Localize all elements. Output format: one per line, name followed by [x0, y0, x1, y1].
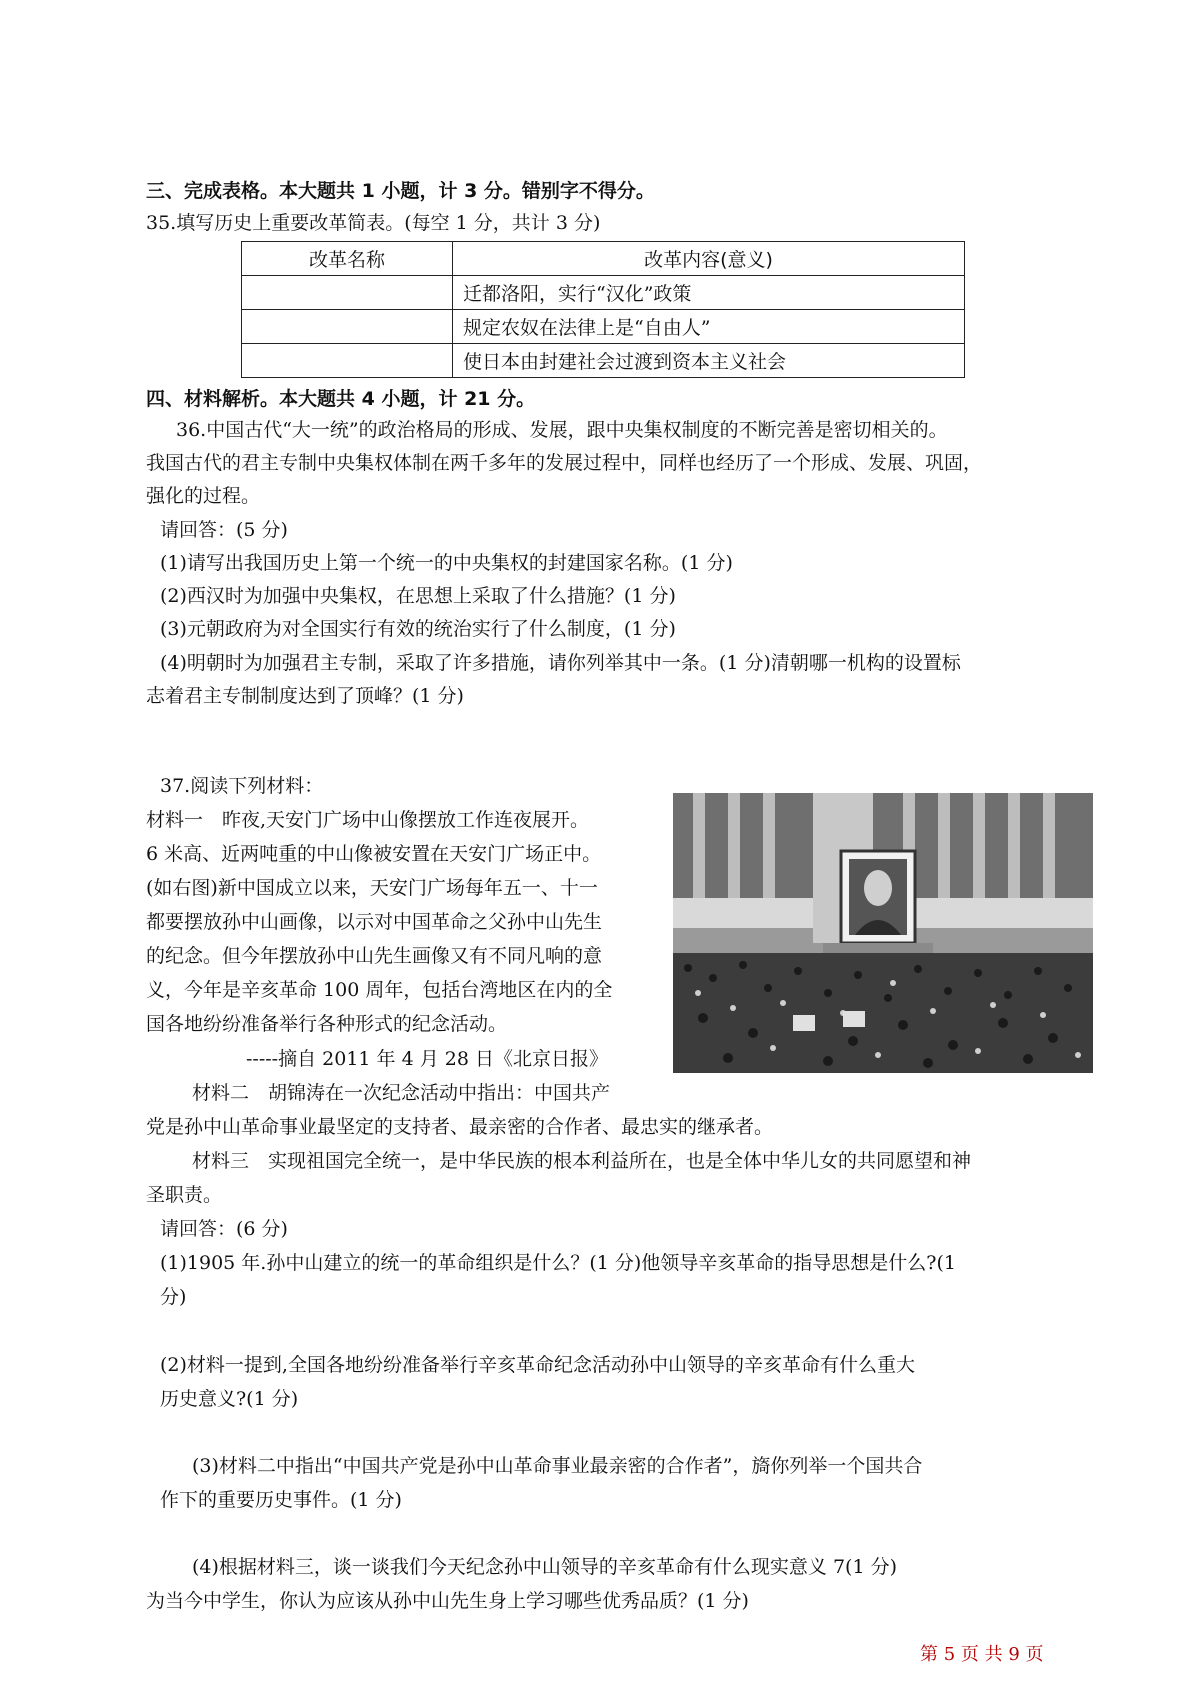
reform-table	[241, 241, 965, 378]
q37-ask: 请回答：(6 分)	[160, 1218, 288, 1240]
table-header-row	[242, 242, 965, 276]
q37-intro: 37.阅读下列材料：	[160, 775, 324, 797]
material-1-line: 都要摆放孙中山画像，以示对中国革命之父孙中山先生	[146, 911, 603, 933]
q36-paragraph-line: 强化的过程。	[146, 485, 261, 507]
content-cell: 规定农奴在法律上是“自由人”	[453, 310, 965, 344]
material-1-source: -----摘自 2011 年 4 月 28 日《北京日报》	[246, 1048, 608, 1070]
q36-question: (3)元朝政府为对全国实行有效的统治实行了什么制度，(1 分)	[160, 618, 676, 640]
material-3-line: 圣职责。	[146, 1184, 223, 1206]
q37-question: 历史意义?(1 分)	[160, 1388, 299, 1410]
q36-question: (2)西汉时为加强中央集权，在思想上采取了什么措施？(1 分)	[160, 585, 676, 607]
material-1-line: (如右图)新中国成立以来，天安门广场每年五一、十一	[146, 877, 598, 899]
answer-cell[interactable]	[242, 344, 453, 378]
material-1-line: 义，今年是辛亥革命 100 周年，包括台湾地区在内的全	[146, 979, 613, 1001]
q37-question: (4)根据材料三，谈一谈我们今天纪念孙中山领导的辛亥革命有什么现实意义 7(1 分)	[192, 1556, 897, 1578]
answer-cell[interactable]	[242, 276, 453, 310]
q37-question: (2)材料一提到,全国各地纷纷准备举行辛亥革命纪念活动孙中山领导的辛亥革命有什么重大	[160, 1354, 915, 1376]
table-header-name: 改革名称	[242, 242, 453, 276]
q36-ask: 请回答：(5 分)	[160, 519, 288, 541]
q36-paragraph-line: 36.中国古代“大一统”的政治格局的形成、发展，跟中央集权制度的不断完善是密切相关的。	[176, 419, 948, 441]
table-row	[242, 276, 965, 310]
page-number: 第 5 页 共 9 页	[920, 1644, 1044, 1665]
q37-question: (1)1905 年.孙中山建立的统一的革命组织是什么？(1 分)他领导辛亥革命的指导思想是什么?(1	[160, 1252, 956, 1274]
content-cell: 迁都洛阳，实行“汉化”政策	[453, 276, 965, 310]
table-row	[242, 310, 965, 344]
sun-yat-sen-portrait-photo	[673, 793, 1093, 1073]
q37-question: 分)	[160, 1286, 187, 1308]
q37-question: 为当今中学生，你认为应该从孙中山先生身上学习哪些优秀品质？(1 分)	[146, 1590, 749, 1612]
material-1-line: 6 米高、近两吨重的中山像被安置在天安门广场正中。	[146, 843, 602, 865]
q36-question: 志着君主专制制度达到了顶峰？(1 分)	[146, 685, 464, 707]
q37-question: (3)材料二中指出“中国共产党是孙中山革命事业最亲密的合作者”，旖你列举一个国共合	[192, 1455, 923, 1477]
material-3-line: 材料三 实现祖国完全统一，是中华民族的根本利益所在，也是全体中华儿女的共同愿望和神	[192, 1150, 972, 1172]
table-header-content: 改革内容(意义)	[453, 242, 965, 276]
section4-heading: 四、材料解析。本大题共 4 小题，计 21 分。	[146, 388, 536, 410]
material-1-line: 国各地纷纷准备举行各种形式的纪念活动。	[146, 1013, 508, 1035]
material-1-line: 的纪念。但今年摆放孙中山先生画像又有不同凡响的意	[146, 945, 603, 967]
section3-heading: 三、完成表格。本大题共 1 小题，计 3 分。错别字不得分。	[146, 180, 655, 202]
table-row	[242, 344, 965, 378]
q36-question: (1)请写出我国历史上第一个统一的中央集权的封建国家名称。(1 分)	[160, 552, 733, 574]
material-2-line: 党是孙中山革命事业最坚定的支持者、最亲密的合作者、最忠实的继承者。	[146, 1116, 774, 1138]
material-1-line: 材料一 昨夜,天安门广场中山像摆放工作连夜展开。	[146, 809, 590, 831]
q35-prompt: 35.填写历史上重要改革简表。(每空 1 分，共计 3 分)	[146, 212, 601, 234]
answer-cell[interactable]	[242, 310, 453, 344]
q36-paragraph-line: 我国古代的君主专制中央集权体制在两千多年的发展过程中，同样也经历了一个形成、发展、巩固，	[146, 452, 983, 474]
material-2-line: 材料二 胡锦涛在一次纪念活动中指出：中国共产	[192, 1082, 611, 1104]
q36-question: (4)明朝时为加强君主专制，采取了许多措施，请你列举其中一条。(1 分)清朝哪一机构的设置标	[160, 652, 961, 674]
q37-question: 作下的重要历史事件。(1 分)	[160, 1489, 402, 1511]
content-cell: 使日本由封建社会过渡到资本主义社会	[453, 344, 965, 378]
